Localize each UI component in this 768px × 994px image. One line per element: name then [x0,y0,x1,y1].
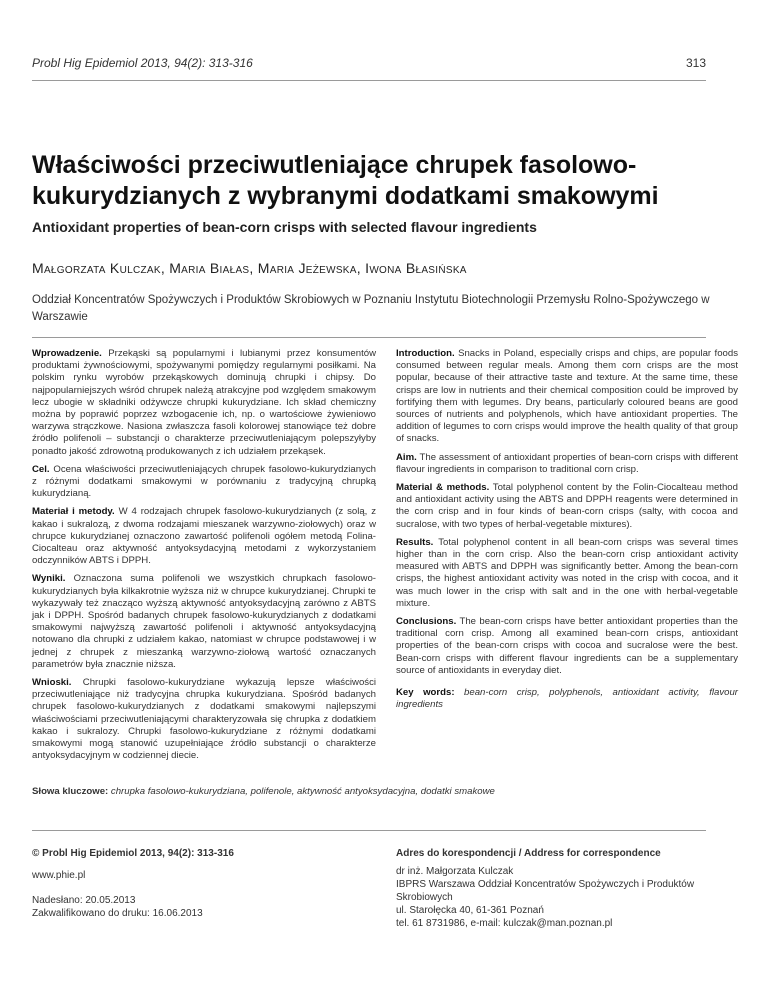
section-text: Ocena właściwości przeciwutleniających chrupek fasolowo-kukurydzianych z różnymi dodatkami smakowymi w porównaniu z tradycyjną chrupką kukurydzianą. [32,463,376,500]
keywords-english [396,687,738,711]
section-label: Wprowadzenie. [32,348,102,359]
section-text: Total polyphenol content in all bean-corn crisps was several times higher than in the corn crisp. Also the bean-corn crisp antioxidant activity measured with ABTS and DPPH was significantly better. Among the bean-corn crisps, the highest antioxidant activity was noted in the crisp with cocoa, and it was much lower in the crisp with salt and in the one with herbal-vegetable mixture. [396,536,738,609]
journal-citation: Probl Hig Epidemiol 2013, 94(2): 313-316 [32,56,253,70]
article-subtitle: Antioxidant properties of bean-corn crisps with selected flavour ingredients [32,219,537,235]
correspondent-contact: tel. 61 8731986, e-mail: kulczak@man.poznan.pl [396,918,613,929]
section-text: Oznaczona suma polifenoli we wszystkich chrupkach fasolowo-kukurydzianych była kilkakrotnie wyższa niż w chrupce kukurydzianej. Chrupki te wykazywały też znacząco wyższą aktywność antyoksydacyjną zarówno z ABTS jak i DPPH. Spośród badanych chrupek fasolowo-kukurydzianych z dodatkami smakowymi najwyższą zawartość polifenoli i aktywność antyoksydacyjną notowano dla chrupki z udziałem kakao, natomiast w chrupce podstawowej i w jednej z chrupek z mieszanką warzywno-ziołową wartość oznaczanych parametrów była znacznie niższa. [32,573,376,670]
section-label: Aim. [396,451,417,463]
section-text: Przekąski są popularnymi i lubianymi przez konsumentów produktami żywnościowymi, spożywanymi pomiędzy regularnymi posiłkami. Na polskim rynku wyrobów przekąskowych dominują chrupki i chipsy. Do najpopularniejszych wśród chrupek należą atrakcyjne pod względem smakowym lecz ubogie w składniki odżywcze chrupki kukurydziane. Ich skład chemiczny można by poprawić poprzez wzbogacenie ich, np. o wartościowe żywieniowo warzywa strączkowe. Nasiona zwłaszcza fasoli kolorowej stanowiące też dobre źródło polifenoli – substancji o charakterze przeciwutleniającym polepszyłyby ponadto jakość zdrowotną produkowanych z ich udziałem przekąsek. [32,348,377,457]
copyright-citation: © Probl Hig Epidemiol 2013, 94(2): 313-316 [32,848,234,859]
section-label: Conclusions. [396,616,457,628]
footer-rule [32,830,706,831]
correspondent-street: ul. Starołęcka 40, 61-361 Poznań [396,905,544,916]
publication-info [32,848,362,920]
keywords-label: Key words: [396,687,455,699]
page-number: 313 [685,56,706,70]
abstract-polish [32,348,376,769]
section-text: Total polyphenol content by the Folin-Ciocalteau method and antioxidant activity using the ABTS and DPPH reagents were determined in the corn crisp and in four kinds of bean-corn crisps (salty, with cocoa and sucralose, with two types of herbal-vegetable mixtures). [396,482,738,530]
header-rule [32,80,706,81]
keywords-polish [32,786,722,798]
keywords-label: Słowa kluczowe: [32,786,109,797]
abstract-en-methods [396,482,738,531]
abstract-en-results [396,537,738,610]
section-text: The assessment of antioxidant properties of bean-corn crisps with different flavour ingredients in comparison to traditional corn crisp. [396,451,738,475]
abstract-top-rule [32,337,706,338]
abstract-en-intro [396,348,738,446]
section-label: Material & methods. [396,482,490,494]
section-text: Chrupki fasolowo-kukurydziane wykazują lepsze właściwości przeciwutleniające niż tradycyjna chrupka kukurydziana. Spośród badanych chrupek fasolowo-kukurydzianych z dodatkami smakowymi najlepszymi właściwościami przeciwutleniającymi charakteryzowała się chrupka z dodatkiem kakao i sukralozy. Chrupki fasolowo-kukurydziane z różnymi dodatkami smakowymi mogą stanowić uzupełniające źródło substancji o charakterze antyoksydacyjnym w codziennej diecie. [32,677,376,762]
accepted-date: Zakwalifikowano do druku: 16.06.2013 [32,908,203,919]
abstract-english [396,348,738,717]
received-date: Nadesłano: 20.05.2013 [32,895,136,906]
author-list: Małgorzata Kulczak, Maria Białas, Maria Jeżewska, Iwona Błasińska [32,260,467,276]
journal-website[interactable]: www.phie.pl [32,870,86,881]
section-label: Materiał i metody. [32,506,115,518]
running-header [32,56,706,76]
correspondence-address [396,848,726,930]
abstract-pl-results [32,573,376,671]
correspondence-heading: Adres do korespondencji / Address for correspondence [396,848,661,859]
keywords-text: bean-corn crisp, polyphenols, antioxidant activity, flavour ingredients [396,687,738,711]
section-label: Cel. [32,463,50,475]
abstract-pl-aim [32,464,376,501]
affiliation: Oddział Koncentratów Spożywczych i Produktów Skrobiowych w Poznaniu Instytutu Biotechnologii Przemysłu Rolno-Spożywczego w Warszawie [32,294,710,323]
article-title: Właściwości przeciwutleniające chrupek fasolowo-kukurydzianych z wybranymi dodatkami smakowymi [32,151,659,210]
section-label: Introduction. [396,348,455,359]
correspondent-name: dr inż. Małgorzata Kulczak [396,866,514,877]
section-text: W 4 rodzajach chrupek fasolowo-kukurydzianych (z solą, z kakao i sukralozą, z dwoma rodzajami mieszanek warzywno-ziołowych) oraz w chrupce kukurydzianej oznaczono zawartość polifenoli ogółem metodą Folina-Ciocalteau oraz aktywność antyoksydacyjną metodami z wykorzystaniem odczynników ABTS i DPPH. [32,506,377,567]
abstract-pl-methods [32,506,376,567]
abstract-en-conclusions [396,616,738,677]
abstract-en-aim [396,452,738,476]
abstract-pl-conclusions [32,677,376,762]
keywords-text: chrupka fasolowo-kukurydziana, polifenole, aktywność antyoksydacyjna, dodatki smakowe [110,786,495,797]
section-text: Snacks in Poland, especially crisps and chips, are popular foods consumed between regular meals. Among them corn crisps are the most popular, because of their attractive taste and texture. At the same time, these crisps are low in nutrients and their chemical composition could be improved by fortifying them with legumes. Dry beans, particularly coloured beans are good sources of nutrients and polyphenols, which have antioxidant properties. The addition of legumes to corn crisps would improve the health quality of that group of snacks. [396,348,738,445]
abstract-pl-intro [32,348,376,458]
section-text: The bean-corn crisps have better antioxidant properties than the traditional corn crisp. Among all examined bean-corn crisps, antioxidant properties of the bean-corn crisps with cocoa and sucralose were the best. Bean-corn crisps with different flavour ingredients can be a supplementary source of antioxidants in everyday diet. [396,616,738,676]
section-label: Results. [396,536,434,548]
section-label: Wyniki. [32,573,66,585]
correspondent-institution: IBPRS Warszawa Oddział Koncentratów Spożywczych i Produktów Skrobiowych [396,879,695,903]
section-label: Wnioski. [32,677,72,689]
